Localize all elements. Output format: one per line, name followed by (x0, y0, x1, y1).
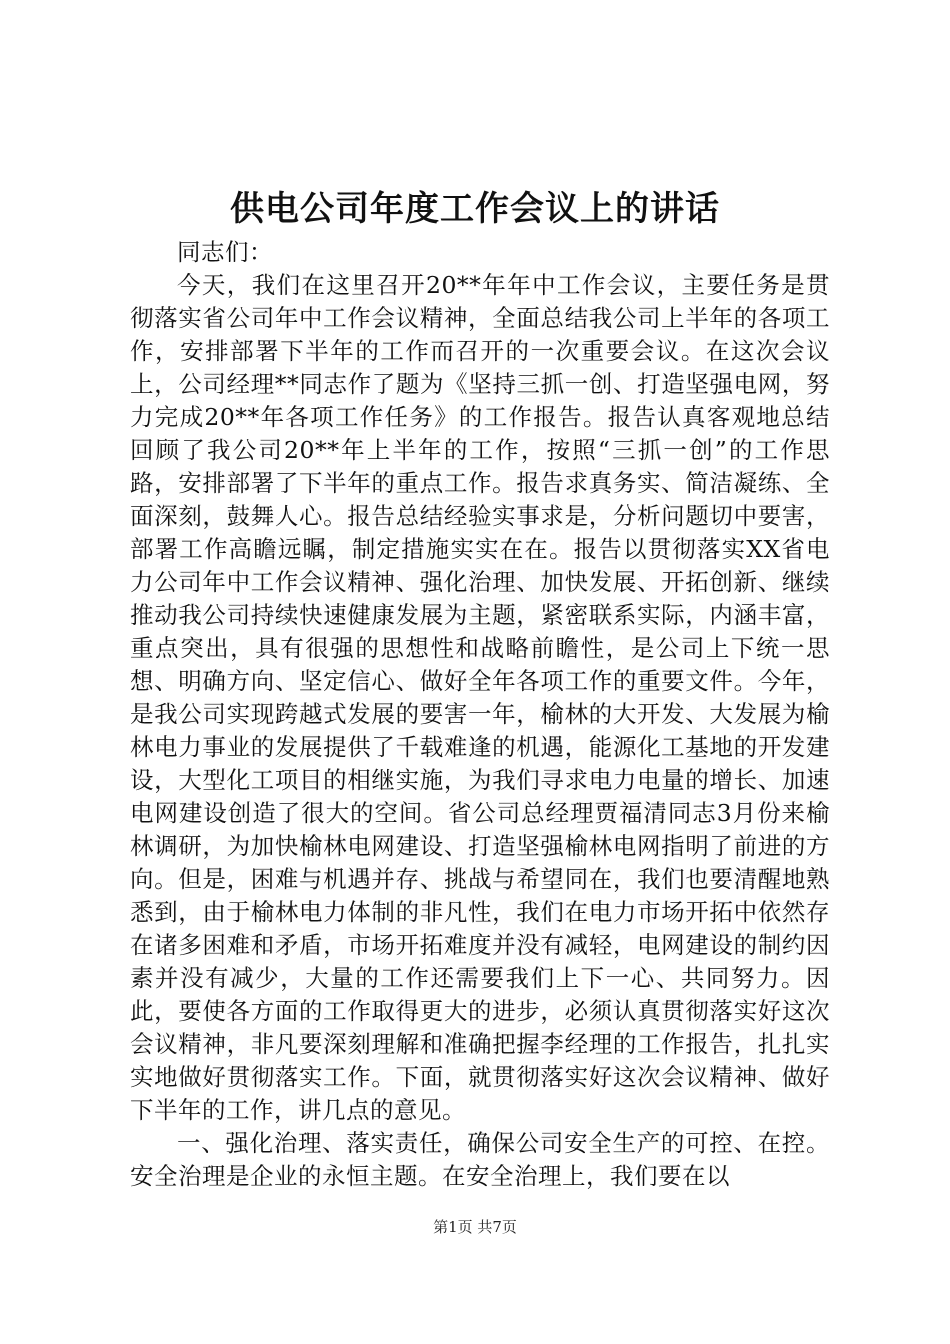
document-body (130, 236, 830, 1193)
page-number-footer: 第1页 共7页 (433, 1218, 517, 1236)
paragraph-section-one: 一、强化治理、落实责任，确保公司安全生产的可控、在控。安全治理是企业的永恒主题。在安全治理上，我们要在以 (130, 1129, 830, 1190)
paragraph-intro: 今天，我们在这里召开20**年年中工作会议，主要任务是贯彻落实省公司年中工作会议精神，全面总结我公司上半年的各项工作，安排部署下半年的工作而召开的一次重要会议。在这次会议上，公司经理**同志作了题为《坚持三抓一创、打造坚强电网，努力完成20**年各项工作任务》的工作报告。报告认真客观地总结回顾了我公司20**年上半年的工作，按照“三抓一创”的工作思路，安排部署了下半年的重点工作。报告求真务实、简洁凝练、全面深刻，鼓舞人心。报告总结经验实事求是，分析问题切中要害，部署工作高瞻远瞩，制定措施实实在在。报告以贯彻落实XX省电力公司年中工作会议精神、强化治理、加快发展、开拓创新、继续推动我公司持续快速健康发展为主题，紧密联系实际，内涵丰富，重点突出，具有很强的思想性和战略前瞻性，是公司上下统一思想、明确方向、坚定信心、做好全年各项工作的重要文件。今年，是我公司实现跨越式发展的要害一年，榆林的大开发、大发展为榆林电力事业的发展提供了千载难逢的机遇，能源化工基地的开发建设，大型化工项目的相继实施，为我们寻求电力电量的增长、加速电网建设创造了很大的空间。省公司总经理贾福清同志3月份来榆林调研，为加快榆林电网建设、打造坚强榆林电网指明了前进的方向。但是，困难与机遇并存、挑战与希望同在，我们也要清醒地熟悉到，由于榆林电力体制的非凡性，我们在电力市场开拓中依然存在诸多困难和矛盾，市场开拓难度并没有减轻，电网建设的制约因素并没有减少，大量的工作还需要我们上下一心、共同努力。因此，要使各方面的工作取得更大的进步，必须认真贯彻落实好这次会议精神，非凡要深刻理解和准确把握李经理的工作报告，扎扎实实地做好贯彻落实工作。下面，就贯彻落实好这次会议精神、做好下半年的工作，讲几点的意见。 (130, 271, 830, 1124)
document-title: 供电公司年度工作会议上的讲话 (230, 189, 720, 229)
salutation: 同志们： (177, 238, 273, 266)
